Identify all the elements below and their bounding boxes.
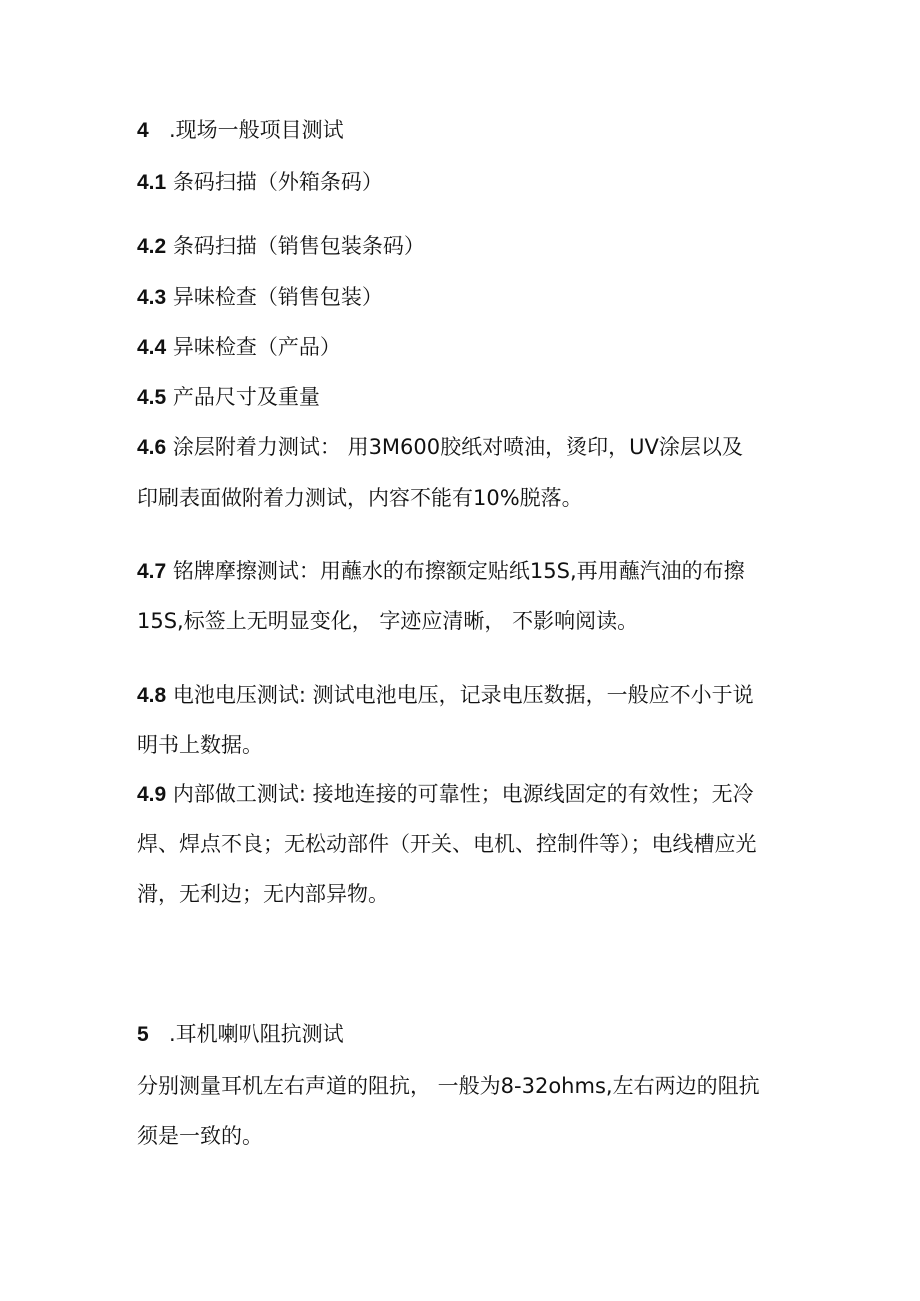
item-number: 4.7 <box>137 560 167 583</box>
section-4-heading <box>137 116 344 145</box>
item-text: 15S,标签上无明显变化， 字迹应清晰， 不影响阅读。 <box>137 609 639 633</box>
section-5-body <box>137 1072 760 1100</box>
item-4-6-continued <box>137 484 583 512</box>
item-number: 4.9 <box>137 783 167 806</box>
section-5-heading <box>137 1020 344 1049</box>
section-5-body-line-2: 须是一致的。 <box>137 1124 263 1148</box>
item-number: 4.1 <box>137 171 167 194</box>
item-4-9 <box>137 780 754 809</box>
item-4-1 <box>137 168 383 197</box>
item-text: 电池电压测试: 测试电池电压，记录电压数据，一般应不小于说 <box>172 683 754 707</box>
item-number: 4.4 <box>137 336 167 359</box>
item-text: 焊、焊点不良；无松动部件（开关、电机、控制件等）；电线槽应光 <box>137 832 757 856</box>
item-4-8-continued <box>137 731 263 759</box>
section-5-number: 5 <box>137 1023 149 1046</box>
item-4-3 <box>137 283 383 312</box>
item-4-7 <box>137 557 745 586</box>
item-text: 印刷表面做附着力测试，内容不能有10%脱落。 <box>137 486 583 510</box>
item-4-2 <box>137 232 425 261</box>
item-4-8 <box>137 681 754 710</box>
section-5-body-continued <box>137 1122 263 1150</box>
item-4-6 <box>137 433 743 462</box>
section-5-title: .耳机喇叭阻抗测试 <box>169 1022 344 1046</box>
item-4-7-continued <box>137 607 638 635</box>
item-number: 4.8 <box>137 684 167 707</box>
item-number: 4.5 <box>137 386 167 409</box>
section-5-body-line-1: 分别测量耳机左右声道的阻抗， 一般为8-32ohms,左右两边的阻抗 <box>137 1074 760 1098</box>
item-text: 产品尺寸及重量 <box>172 385 320 409</box>
item-4-4 <box>137 333 341 362</box>
item-text: 涂层附着力测试： 用3M600胶纸对喷油，烫印，UV涂层以及 <box>172 435 743 459</box>
item-text: 异味检查（销售包装） <box>172 285 383 309</box>
item-text: 内部做工测试: 接地连接的可靠性；电源线固定的有效性；无冷 <box>172 782 754 806</box>
item-text: 滑，无利边；无内部异物。 <box>137 882 389 906</box>
item-text: 明书上数据。 <box>137 733 263 757</box>
item-number: 4.2 <box>137 235 167 258</box>
item-text: 异味检查（产品） <box>172 335 341 359</box>
item-number: 4.6 <box>137 436 167 459</box>
item-number: 4.3 <box>137 286 167 309</box>
item-text: 条码扫描（外箱条码） <box>172 170 383 194</box>
item-4-5 <box>137 383 320 412</box>
section-4-title: .现场一般项目测试 <box>169 118 344 142</box>
item-text: 条码扫描（销售包装条码） <box>172 234 425 258</box>
section-4-number: 4 <box>137 119 149 142</box>
item-4-9-continued-1 <box>137 830 757 858</box>
item-text: 铭牌摩擦测试：用蘸水的布擦额定贴纸15S,再用蘸汽油的布擦 <box>172 559 745 583</box>
item-4-9-continued-2 <box>137 880 389 908</box>
